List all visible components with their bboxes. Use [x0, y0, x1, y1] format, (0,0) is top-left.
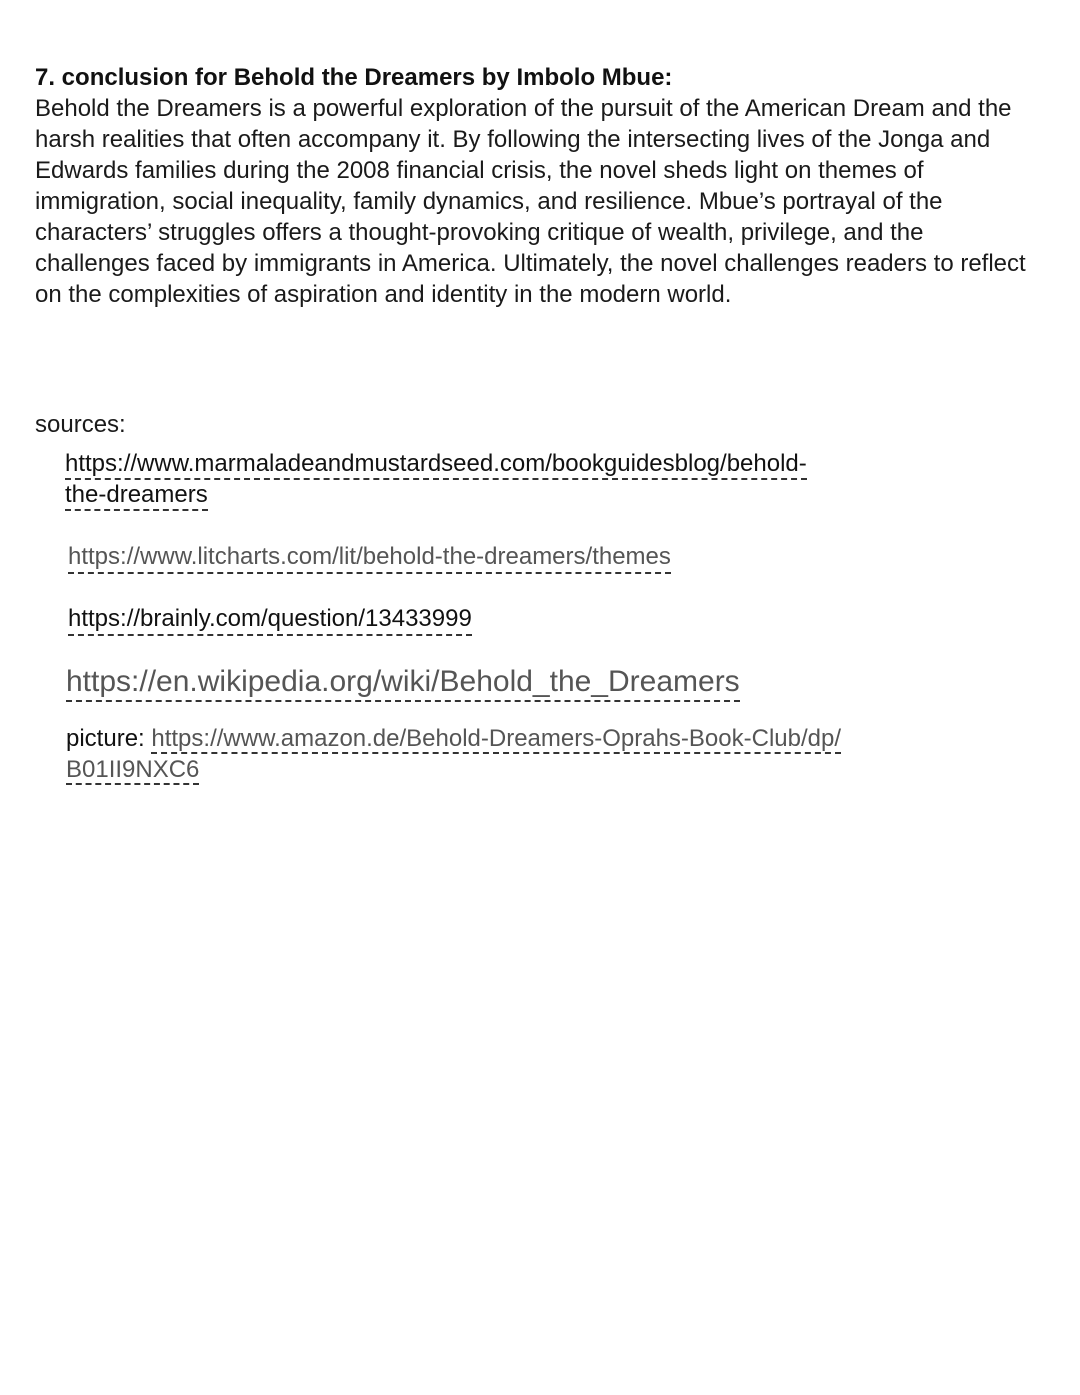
conclusion-paragraph: Behold the Dreamers is a powerful exploration of the pursuit of the American Dream and the harsh realities that often accompany it. By following the intersecting lives of the Jonga and Edwards families during the 2008 financial crisis, the novel sheds light on themes of immigration, social inequality, family dynamics, and resilience. Mbue’s portrayal of the characters’ struggles offers a thought-provoking critique of wealth, privilege, and the challenges faced by immigrants in America. Ultimately, the novel challenges readers to reflect on the complexities of aspiration and identity in the modern world.: [35, 95, 1026, 308]
source-link-marmalade-line1[interactable]: https://www.marmaladeandmustardseed.com/bookguidesblog/behold-: [65, 450, 807, 480]
sources-label: sources:: [35, 411, 126, 438]
picture-label: picture:: [66, 725, 152, 752]
source-link-litcharts[interactable]: https://www.litcharts.com/lit/behold-the-dreamers/themes: [68, 541, 671, 574]
picture-source: [66, 723, 966, 785]
section-heading: 7. conclusion for Behold the Dreamers by Imbolo Mbue:: [35, 64, 673, 91]
source-link-wikipedia[interactable]: https://en.wikipedia.org/wiki/Behold_the_Dreamers: [66, 664, 740, 702]
source-link-marmalade-line2[interactable]: the-dreamers: [65, 481, 208, 511]
picture-link-line2[interactable]: B01II9NXC6: [66, 756, 200, 783]
source-link-marmalade[interactable]: [65, 448, 905, 510]
source-link-brainly[interactable]: https://brainly.com/question/13433999: [68, 603, 472, 636]
picture-link-line1[interactable]: https://www.amazon.de/Behold-Dreamers-Oprahs-Book-Club/dp/: [151, 725, 842, 752]
